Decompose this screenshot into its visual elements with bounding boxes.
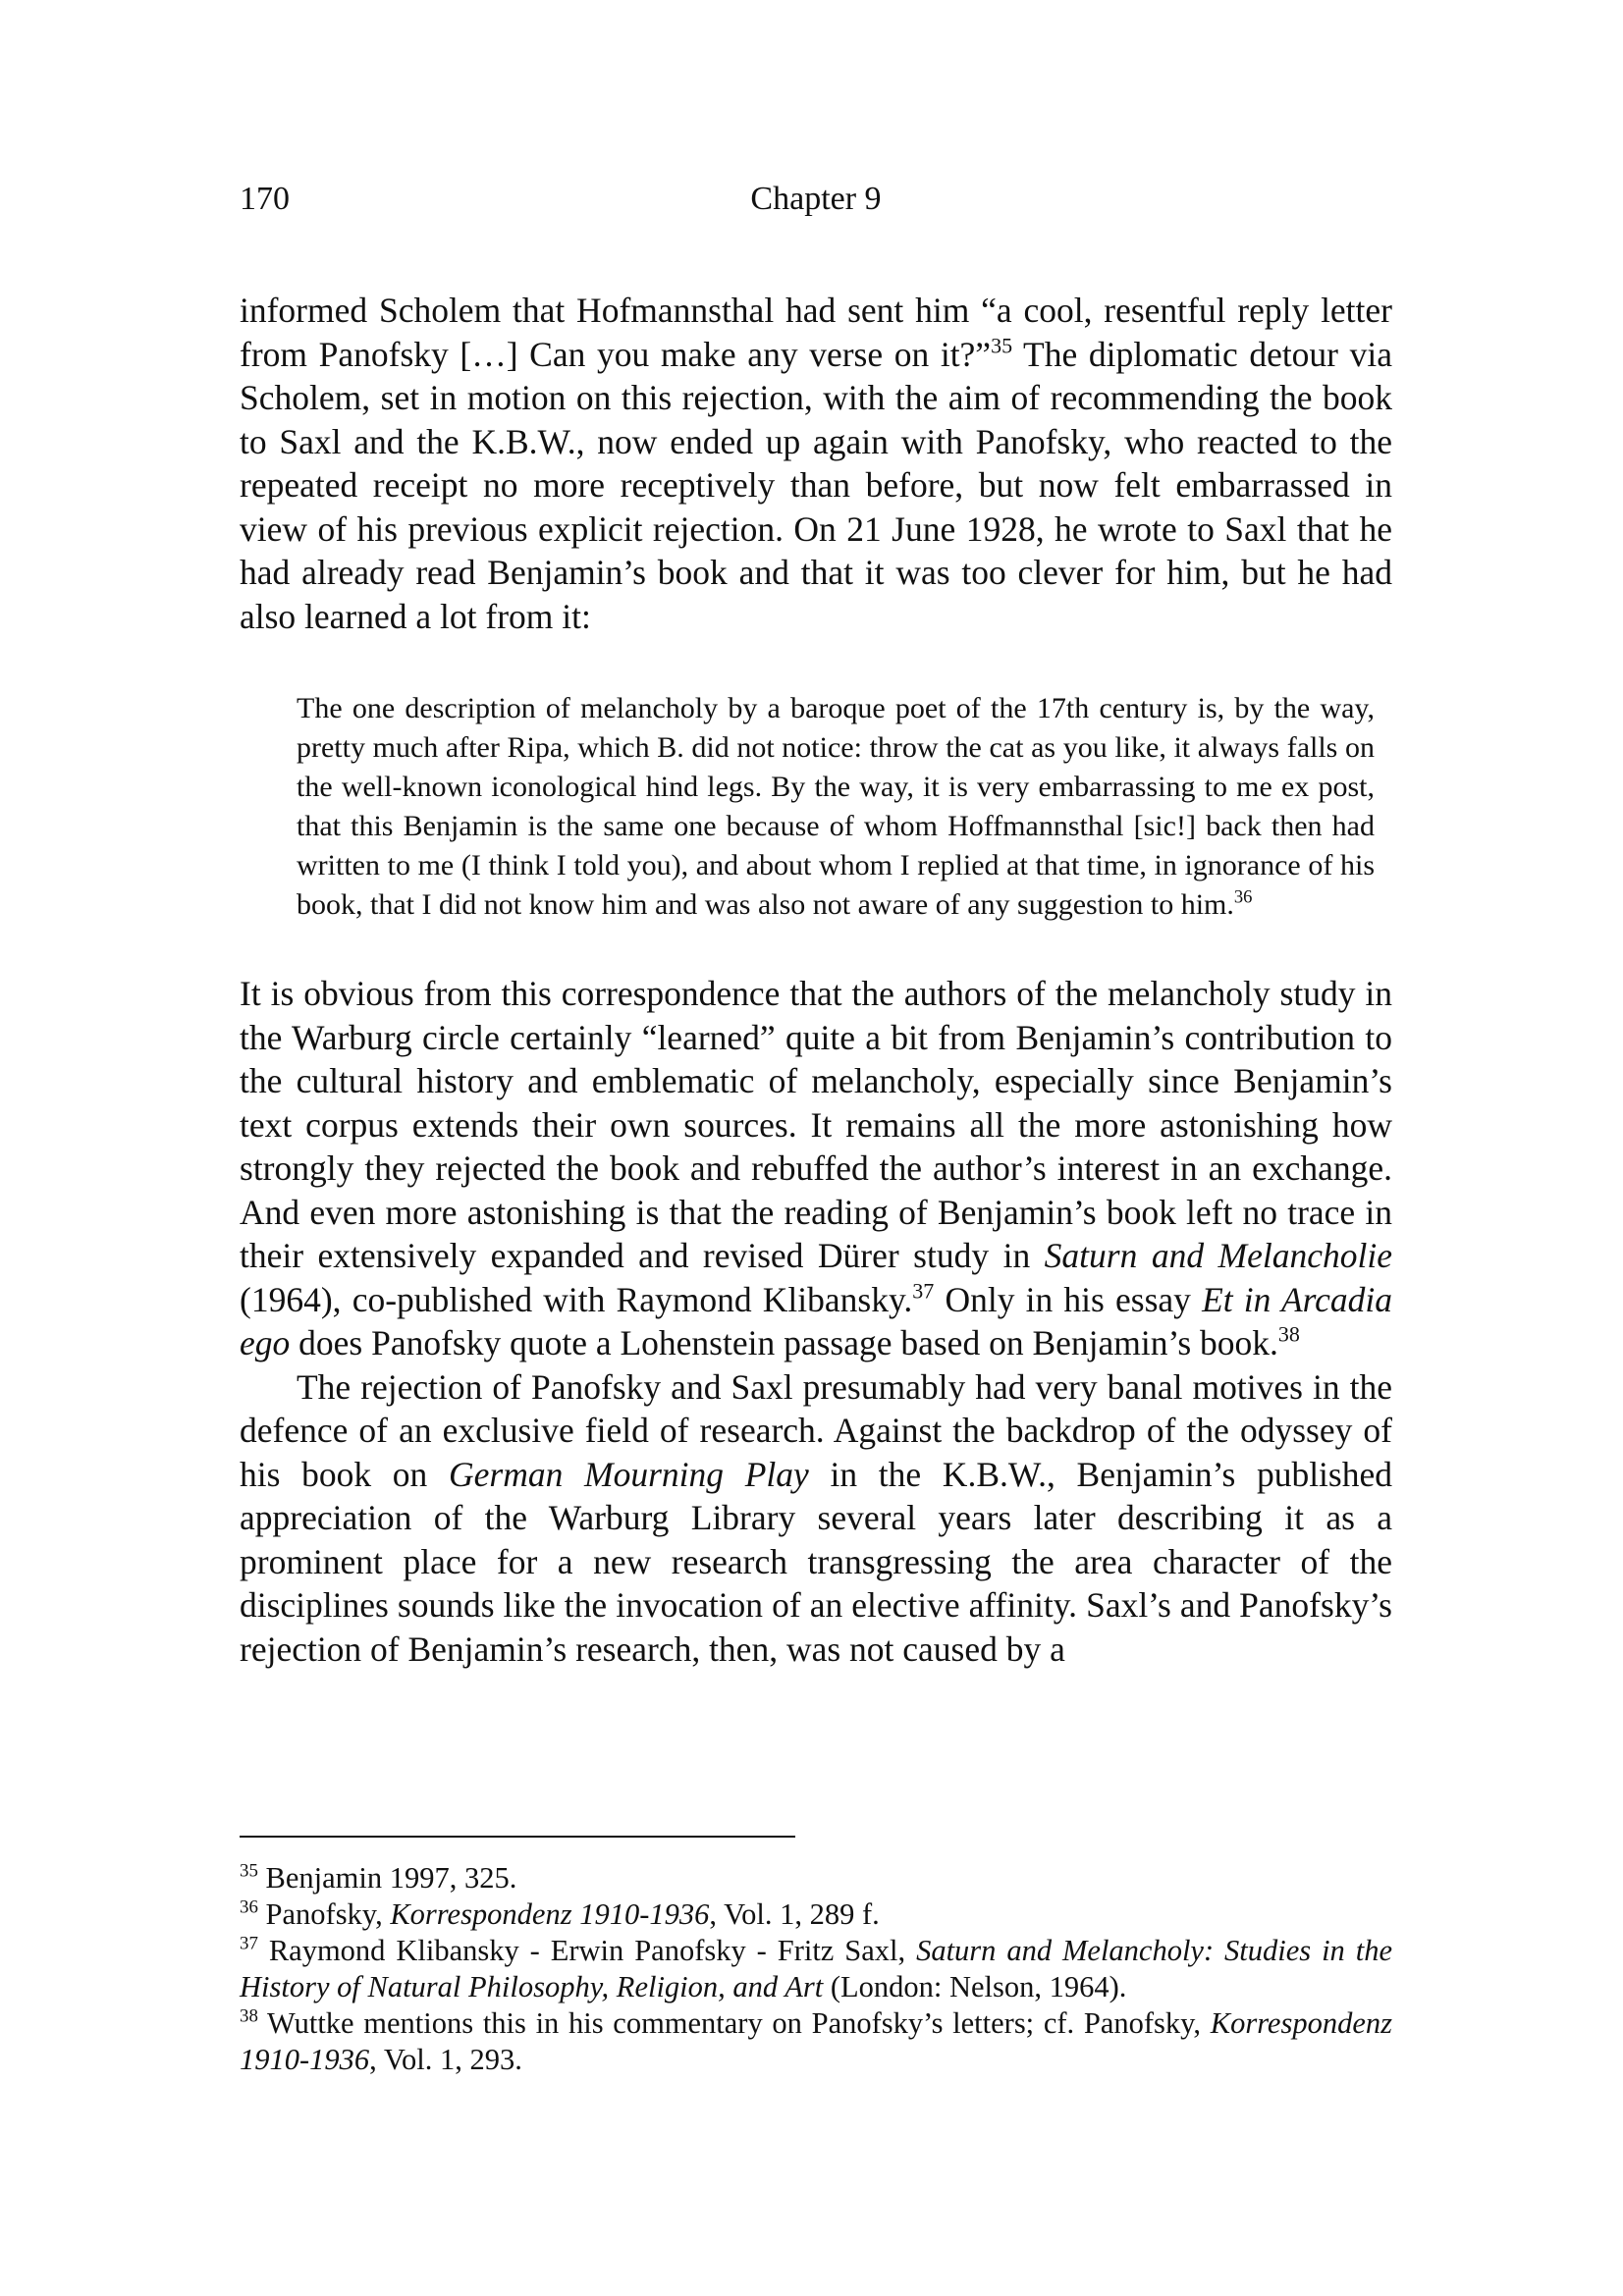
footnote-number: 36: [240, 1896, 258, 1918]
block-quote: [297, 689, 1375, 925]
footnote-ref-38[interactable]: 38: [1277, 1321, 1300, 1347]
text: does Panofsky quote a Lohenstein passage based on Benjamin’s book.: [290, 1323, 1278, 1362]
text: Panofsky,: [257, 1897, 391, 1931]
footnote-37: [240, 1933, 1392, 2005]
page-number: 170: [240, 181, 290, 217]
book-title: Saturn and Melancholy: Studies in the History of Natural Philosophy, Religion, and Art: [240, 1934, 1392, 2003]
footnote-36: [240, 1896, 1392, 1933]
footnote-35: [240, 1860, 1392, 1896]
footnote-38: [240, 2005, 1392, 2078]
text: The one description of melancholy by a baroque poet of the 17th century is, by the way, pretty much after Ripa, which B. did not notice: throw the cat as you like, it always falls on the well-known iconological hind legs. By the way, it is very embarrassing to me ex post, that this Benjamin is the same one because of whom Hoffmannsthal [sic!] back then had written to me (I think I told you), and about whom I replied at that time, in ignorance of his book, that I did not know him and was also not aware of any suggestion to him.: [297, 692, 1375, 921]
text: , Vol. 1, 293.: [369, 2043, 522, 2076]
footnote-ref-35[interactable]: 35: [991, 332, 1013, 357]
paragraph-1: [240, 289, 1392, 638]
footnote-ref-37[interactable]: 37: [912, 1277, 935, 1303]
text: The rejection of Panofsky and Saxl presumably had very banal motives in the defence of an exclusive field of research. Against the backdrop of the odyssey of his book on: [240, 1366, 1392, 1494]
essay-title: Et in Arcadia ego: [240, 1279, 1392, 1362]
book-title: German Mourning Play: [448, 1454, 809, 1494]
text: Only in his essay: [934, 1279, 1203, 1319]
footnote-number: 37: [240, 1933, 258, 1954]
text: in the K.B.W., Benjamin’s published appreciation of the Warburg Library several years later describing it as a prominent place for a new research transgressing the area character of the disciplines sounds like the invocation of an elective affinity. Saxl’s and Panofsky’s rejection of Benjamin’s research, then, was not caused by a: [240, 1454, 1392, 1669]
text: , Vol. 1, 289 f.: [709, 1897, 880, 1931]
text: It is obvious from this correspondence that the authors of the melancholy study in the Warburg circle certainly “learned” quite a bit from Benjamin’s contribution to the cultural history and emblematic of melancholy, especially since Benjamin’s text corpus extends their own sources. It remains all the more astonishing how strongly they rejected the book and rebuffed the author’s interest in an exchange. And even more astonishing is that the reading of Benjamin’s book left no trace in their extensively expanded and revised Dürer study in: [240, 974, 1392, 1275]
text: (1964), co-published with Raymond Klibansky.: [240, 1279, 913, 1319]
running-title: Chapter 9: [750, 181, 882, 217]
text: (London: Nelson, 1964).: [823, 1970, 1127, 2003]
footnote-ref-36[interactable]: 36: [1233, 886, 1253, 908]
text: Wuttke mentions this in his commentary on Panofsky’s letters; cf. Panofsky,: [257, 2006, 1211, 2040]
footnote-number: 35: [240, 1860, 258, 1882]
footnote-number: 38: [240, 2005, 258, 2027]
text: The diplomatic detour via Scholem, set in motion on this rejection, with the aim of recommending the book to Saxl and the K.B.W., now ended up again with Panofsky, who reacted to the repeated receipt no more receptively than before, but now felt embarrassed in view of his previous explicit rejection. On 21 June 1928, he wrote to Saxl that he had already read Benjamin’s book and that it was too clever for him, but he had also learned a lot from it:: [240, 334, 1392, 636]
book-title: Korrespondenz 1910-1936: [390, 1897, 710, 1931]
paragraph-3: [240, 1365, 1392, 1672]
book-title: Korrespondenz 1910-1936: [240, 2006, 1392, 2076]
page-header: [240, 175, 1392, 224]
paragraph-2: [240, 972, 1392, 1365]
text: Raymond Klibansky - Erwin Panofsky - Fritz Saxl,: [257, 1934, 917, 1967]
book-title: Saturn and Melancholie: [1044, 1236, 1392, 1275]
footnotes: [240, 1860, 1392, 2078]
text: Benjamin 1997, 325.: [257, 1861, 517, 1895]
text: informed Scholem that Hofmannsthal had sent him “a cool, resentful reply letter from Panofsky […] Can you make any verse on it?”: [240, 291, 1392, 374]
footnote-separator: [240, 1836, 795, 1838]
body-text: [240, 289, 1392, 1671]
